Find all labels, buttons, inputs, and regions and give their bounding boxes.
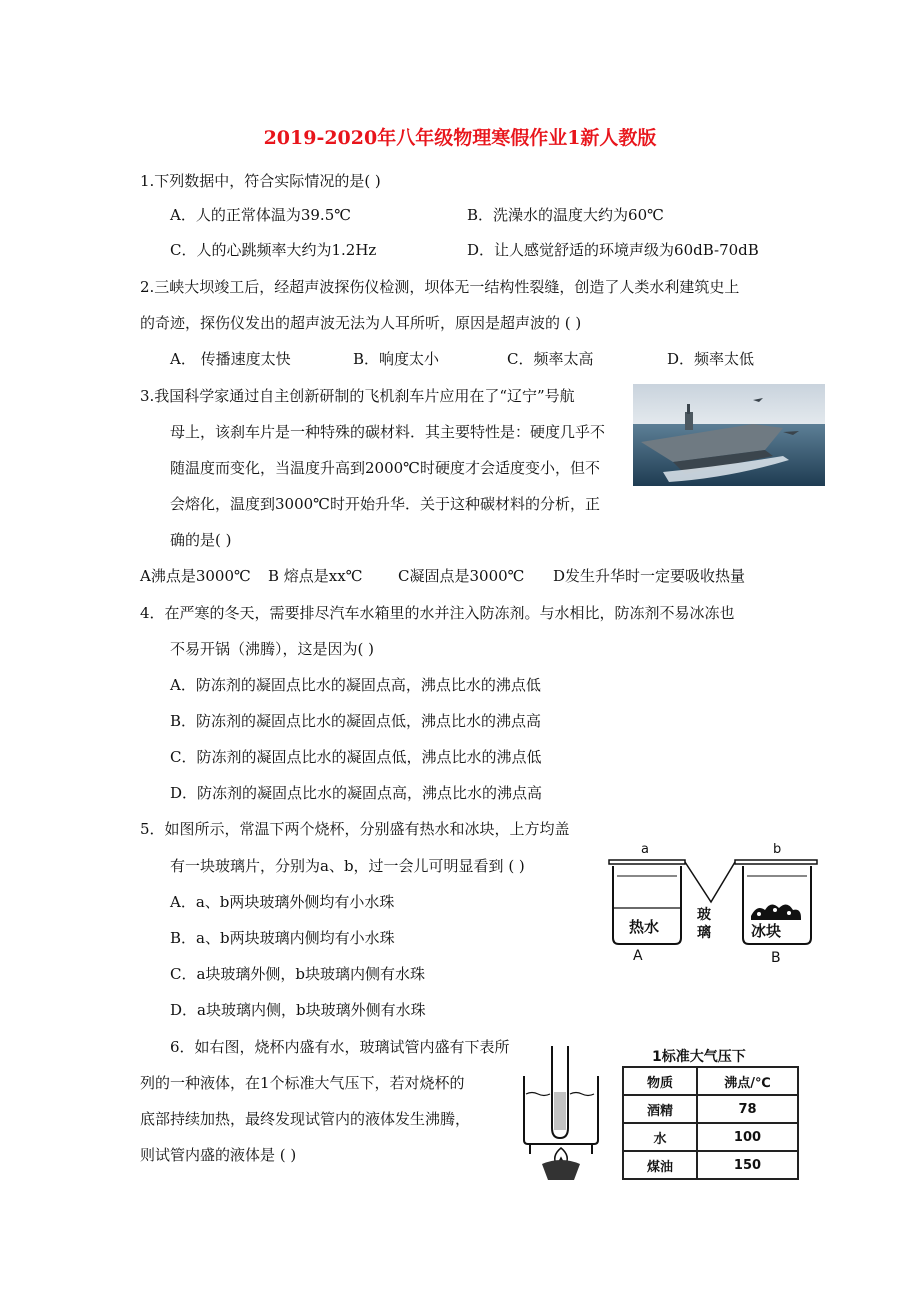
q4-option-b: B．防冻剂的凝固点比水的凝固点低，沸点比水的沸点高 [170,712,542,730]
heating-apparatus-diagram [520,1044,602,1184]
q1-stem: 1.下列数据中，符合实际情况的是( ) [140,172,381,190]
q4-line-1: 4．在严寒的冬天，需要排尽汽车水箱里的水并注入防冻剂。与水相比，防冻剂不易冰冻也 [140,604,735,622]
glass-text-1: 玻 [697,907,711,923]
table-cell-boiling-point: 100 [697,1123,798,1151]
q3-line-5: 确的是( ) [170,531,232,549]
q3-option-c: C凝固点是3000℃ [398,567,525,585]
table-header-boiling-point: 沸点/℃ [697,1067,798,1095]
q3-line-3: 随温度而变化，当温度升高到2000℃时硬度才会适度变小，但不 [170,459,600,477]
page-title: 2019-2020年八年级物理寒假作业1新人教版 [263,127,657,149]
boiling-table-caption: 1标准大气压下 [652,1049,746,1065]
glass-text-2: 璃 [697,925,711,941]
q4-option-c: C．防冻剂的凝固点比水的凝固点低，沸点比水的沸点低 [170,748,542,766]
table-row [623,1123,798,1151]
q6-line-3: 底部持续加热，最终发现试管内的液体发生沸腾， [140,1110,471,1128]
q3-option-b: B 熔点是xx℃ [268,567,363,585]
table-row [623,1151,798,1179]
table-header-row [623,1067,798,1095]
table-row [623,1095,798,1123]
q5-line-1: 5．如图所示，常温下两个烧杯，分别盛有热水和冰块，上方均盖 [140,820,570,838]
q3-line-2: 母上，该刹车片是一种特殊的碳材料．其主要特性是：硬度几乎不 [170,423,606,441]
boiling-point-table [622,1066,799,1180]
q6-line-2: 列的一种液体，在1个标准大气压下，若对烧杯的 [140,1074,465,1092]
q3-line-1: 3.我国科学家通过自主创新研制的飞机刹车片应用在了“辽宁”号航 [140,387,575,405]
glass-label-a: a [641,842,649,857]
q3-option-d: D发生升华时一定要吸收热量 [553,567,746,585]
beaker-label-b: B [771,950,781,966]
glass-label-b: b [773,842,782,857]
q5-option-a: A．a、b两块玻璃外侧均有小水珠 [170,893,395,911]
q4-option-d: D．防冻剂的凝固点比水的凝固点高，沸点比水的沸点高 [170,784,543,802]
q1-option-a: A．人的正常体温为39.5℃ [170,206,352,224]
q2-option-b: B．响度太小 [353,350,440,368]
table-header-substance: 物质 [623,1067,697,1095]
q4-line-2: 不易开锅（沸腾），这是因为( ) [170,640,374,658]
q6-line-1: 6．如右图，烧杯内盛有水，玻璃试管内盛有下表所 [170,1038,510,1056]
q5-option-c: C．a块玻璃外侧，b块玻璃内侧有水珠 [170,965,426,983]
q2-option-c: C．频率太高 [507,350,594,368]
beaker-label-a: A [633,948,643,964]
q5-option-d: D．a块玻璃内侧，b块玻璃外侧有水珠 [170,1001,426,1019]
table-cell-boiling-point: 78 [697,1095,798,1123]
ice-label: 冰块 [751,922,782,940]
q4-option-a: A．防冻剂的凝固点比水的凝固点高，沸点比水的沸点低 [170,676,541,694]
q3-line-4: 会熔化，温度到3000℃时开始升华．关于这种碳材料的分析，正 [170,495,600,513]
q2-option-a: A． 传播速度太快 [170,350,291,368]
q2-line-2: 的奇迹，探伤仪发出的超声波无法为人耳所听，原因是超声波的 ( ) [140,314,582,332]
table-cell-substance: 煤油 [623,1151,697,1179]
q5-option-b: B．a、b两块玻璃内侧均有小水珠 [170,929,395,947]
q5-line-2: 有一块玻璃片，分别为a、b，过一会儿可明显看到 ( ) [170,857,525,875]
q6-line-4: 则试管内盛的液体是 ( ) [140,1146,297,1164]
table-cell-boiling-point: 150 [697,1151,798,1179]
q1-option-b: B．洗澡水的温度大约为60℃ [467,206,664,224]
aircraft-carrier-photo [633,384,825,486]
q1-option-d: D．让人感觉舒适的环境声级为60dB-70dB [467,241,759,259]
q2-line-1: 2.三峡大坝竣工后，经超声波探伤仪检测，坝体无一结构性裂缝，创造了人类水利建筑史上 [140,278,740,296]
q2-option-d: D．频率太低 [667,350,755,368]
table-cell-substance: 水 [623,1123,697,1151]
beaker-diagram [603,840,823,970]
q3-option-a: A沸点是3000℃ [140,567,251,585]
table-cell-substance: 酒精 [623,1095,697,1123]
q1-option-c: C．人的心跳频率大约为1.2Hz [170,241,377,259]
hot-water-label: 热水 [629,918,660,936]
